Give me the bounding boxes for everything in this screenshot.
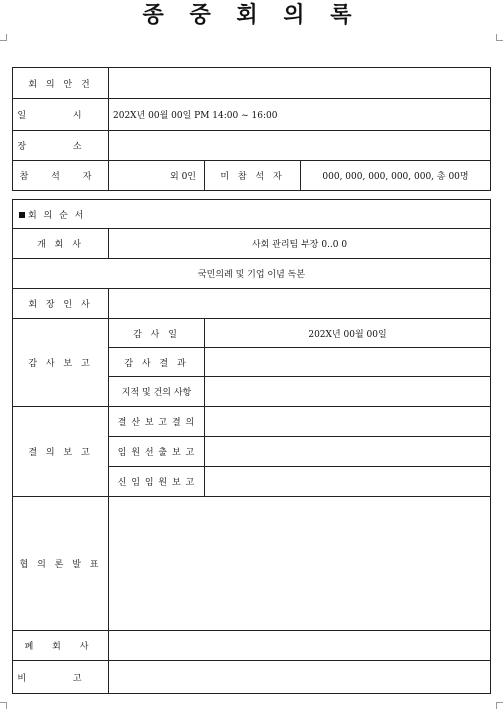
attendees-label: 참 석 자 xyxy=(13,161,109,191)
greeting-label: 회 장 인 사 xyxy=(13,289,109,319)
place-row xyxy=(13,131,491,161)
resolution-row-1 xyxy=(13,407,491,437)
remarks-label: 비 고 xyxy=(13,661,109,694)
agenda-label: 회 의 안 건 xyxy=(13,68,109,99)
res-item3-label: 신 임 임 원 보 고 xyxy=(109,467,205,497)
res-item2-field[interactable] xyxy=(205,437,491,467)
remarks-field[interactable] xyxy=(109,661,491,694)
greeting-row xyxy=(13,289,491,319)
discussion-label: 협 의 론 발 표 xyxy=(13,497,109,631)
remarks-row xyxy=(13,661,491,694)
audit-result-field[interactable] xyxy=(205,348,491,377)
opening-row xyxy=(13,229,491,259)
audit-points-label: 지적 및 건의 사항 xyxy=(109,377,205,407)
res-item3-field[interactable] xyxy=(205,467,491,497)
opening-label: 개 회 사 xyxy=(13,229,109,259)
pledge-field[interactable]: 국민의례 및 기업 이념 독본 xyxy=(13,259,491,289)
datetime-row xyxy=(13,99,491,131)
crop-mark xyxy=(0,34,7,41)
crop-mark xyxy=(496,34,503,41)
absent-field[interactable]: 000, 000, 000, 000, 000, 총 00명 xyxy=(301,161,491,191)
place-field[interactable] xyxy=(109,131,491,161)
res-item1-field[interactable] xyxy=(205,407,491,437)
discussion-row xyxy=(13,497,491,631)
pledge-row xyxy=(13,259,491,289)
audit-date-field[interactable]: 202X년 00월 00일 xyxy=(205,319,491,348)
closing-field[interactable] xyxy=(109,631,491,661)
page-title: 종 중 회 의 록 xyxy=(142,2,361,28)
datetime-label: 일 시 xyxy=(13,99,109,131)
res-item2-label: 임 원 선 출 보 고 xyxy=(109,437,205,467)
resolution-label: 결 의 보 고 xyxy=(13,407,109,497)
order-section-label: 회 의 순 서 xyxy=(28,210,86,221)
bullet-square-icon xyxy=(19,212,25,218)
audit-label: 감 사 보 고 xyxy=(13,319,109,407)
crop-mark xyxy=(496,702,503,709)
order-section-row xyxy=(13,200,491,229)
crop-mark xyxy=(0,702,7,709)
place-label: 장 소 xyxy=(13,131,109,161)
attendees-count-field[interactable]: 외 0인 xyxy=(109,161,205,191)
meeting-order-table xyxy=(12,199,491,694)
datetime-field[interactable]: 202X년 00월 00일 PM 14:00 ~ 16:00 xyxy=(109,99,491,131)
attendees-row xyxy=(13,161,491,191)
greeting-field[interactable] xyxy=(109,289,491,319)
audit-result-label: 감 사 결 과 xyxy=(109,348,205,377)
opening-field[interactable]: 사회 관리팀 부장 0..0 0 xyxy=(109,229,491,259)
closing-label: 폐 회 사 xyxy=(13,631,109,661)
closing-row xyxy=(13,631,491,661)
audit-date-row xyxy=(13,319,491,348)
agenda-row xyxy=(13,68,491,99)
audit-date-label: 감 사 일 xyxy=(109,319,205,348)
absent-label: 미 참 석 자 xyxy=(205,161,301,191)
res-item1-label: 결 산 보 고 결 의 xyxy=(109,407,205,437)
meeting-info-table xyxy=(12,67,491,191)
agenda-field[interactable] xyxy=(109,68,491,99)
discussion-field[interactable] xyxy=(109,497,491,631)
audit-points-field[interactable] xyxy=(205,377,491,407)
